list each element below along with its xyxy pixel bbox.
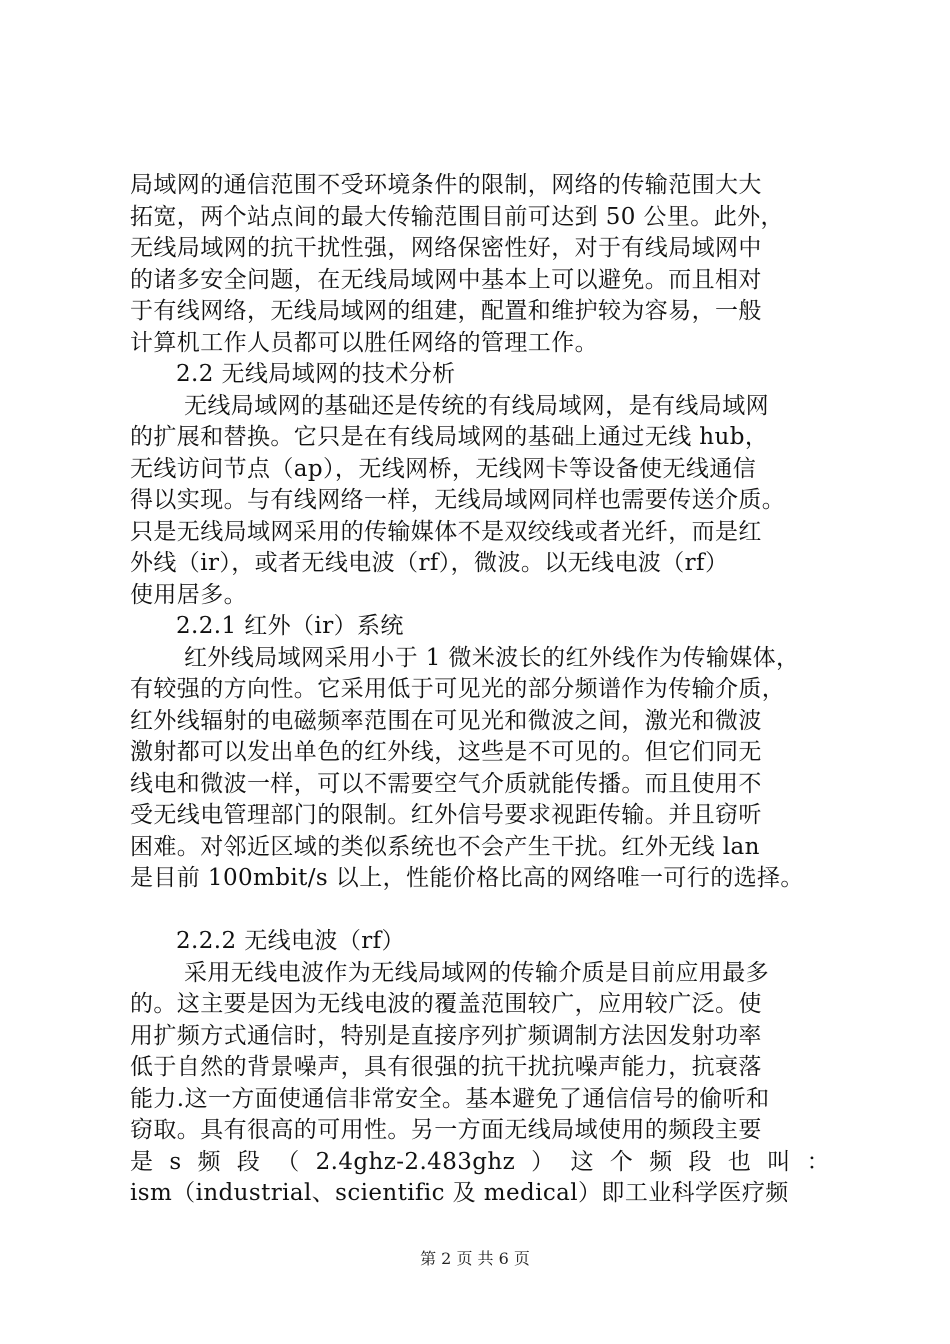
- paragraph-line: 无线访问节点（ap），无线网桥，无线网卡等设备使无线通信: [130, 455, 757, 482]
- paragraph-line: 采用无线电波作为无线局域网的传输介质是目前应用最多: [184, 959, 769, 986]
- word: （: [276, 1148, 300, 1175]
- paragraph-line: 能力.这一方面使通信非常安全。基本避免了通信信号的偷听和: [130, 1085, 770, 1112]
- body-text: [130, 170, 830, 1210]
- paragraph-line: ism（industrial、scientific 及 medical）即工业科学医疗频: [130, 1180, 789, 1206]
- word: 也: [727, 1148, 752, 1175]
- word: s: [169, 1148, 182, 1175]
- paragraph-line: 拓宽，两个站点间的最大传输范围目前可达到 50 公里。此外，: [130, 203, 784, 230]
- paragraph-line: 的。这主要是因为无线电波的覆盖范围较广，应用较广泛。使: [130, 991, 762, 1017]
- paragraph-line: 的诸多安全问题，在无线局域网中基本上可以避免。而且相对: [130, 266, 762, 293]
- section-heading-2-2-2: 2.2.2 无线电波（rf）: [176, 928, 405, 954]
- paragraph-line: 外线（ir），或者无线电波（rf），微波。以无线电波（rf）: [130, 550, 729, 576]
- word: ：: [806, 1148, 830, 1175]
- paragraph-line: 激射都可以发出单色的红外线，这些是不可见的。但它们同无: [130, 739, 762, 765]
- section-heading-2-2-1: 2.2.1 红外（ir）系统: [176, 613, 404, 639]
- paragraph-line: 无线局域网的抗干扰性强，网络保密性好，对于有线局域网中: [130, 235, 762, 261]
- word: 频: [197, 1148, 221, 1175]
- word: 个: [609, 1148, 634, 1175]
- paragraph-line: 无线局域网的基础还是传统的有线局域网，是有线局域网: [184, 392, 769, 419]
- word: 这: [570, 1148, 594, 1175]
- justified-paragraph-line: [130, 1147, 830, 1179]
- word: 叫: [767, 1148, 791, 1175]
- paragraph-line: 用扩频方式通信时，特别是直接序列扩频调制方法因发射功率: [130, 1022, 762, 1049]
- word: 段: [236, 1148, 261, 1175]
- paragraph-line: 有较强的方向性。它采用低于可见光的部分频谱作为传输介质，: [130, 676, 786, 702]
- paragraph-line: 受无线电管理部门的限制。红外信号要求视距传输。并且窃听: [130, 802, 762, 828]
- word: ）: [531, 1148, 555, 1175]
- page-footer: 第 2 页 共 6 页: [420, 1249, 530, 1268]
- paragraph-line: 局域网的通信范围不受环境条件的限制，网络的传输范围大大: [130, 172, 762, 198]
- paragraph-line: 低于自然的背景噪声，具有很强的抗干扰抗噪声能力，抗衰落: [130, 1054, 762, 1080]
- paragraph-line: 计算机工作人员都可以胜任网络的管理工作。: [130, 329, 598, 356]
- section-heading-2-2: 2.2 无线局域网的技术分析: [176, 361, 456, 387]
- blank-line: [130, 895, 830, 927]
- paragraph-line: 红外线辐射的电磁频率范围在可见光和微波之间，激光和微波: [130, 707, 762, 734]
- paragraph-line: 红外线局域网采用小于 1 微米波长的红外线作为传输媒体，: [184, 644, 800, 671]
- paragraph-line: 的扩展和替换。它只是在有线局域网的基础上通过无线 hub，: [130, 424, 769, 450]
- paragraph-line: 是目前 100mbit/s 以上，性能价格比高的网络唯一可行的选择。: [130, 865, 804, 891]
- paragraph-line: 得以实现。与有线网络一样，无线局域网同样也需要传送介质。: [130, 487, 786, 513]
- word: 是: [130, 1148, 154, 1175]
- paragraph-line: 困难。对邻近区域的类似系统也不会产生干扰。红外无线 lan: [130, 833, 760, 860]
- paragraph-line: 窃取。具有很高的可用性。另一方面无线局域使用的频段主要: [130, 1117, 762, 1143]
- paragraph-line: 于有线网络，无线局域网的组建，配置和维护较为容易，一般: [130, 298, 762, 324]
- word: 2.4ghz-2.483ghz: [315, 1148, 516, 1175]
- word: 段: [688, 1148, 712, 1175]
- paragraph-line: 只是无线局域网采用的传输媒体不是双绞线或者光纤，而是红: [130, 518, 762, 545]
- word: 频: [649, 1148, 673, 1175]
- paragraph-line: 线电和微波一样，可以不需要空气介质就能传播。而且使用不: [130, 770, 762, 797]
- paragraph-line: 使用居多。: [130, 581, 247, 608]
